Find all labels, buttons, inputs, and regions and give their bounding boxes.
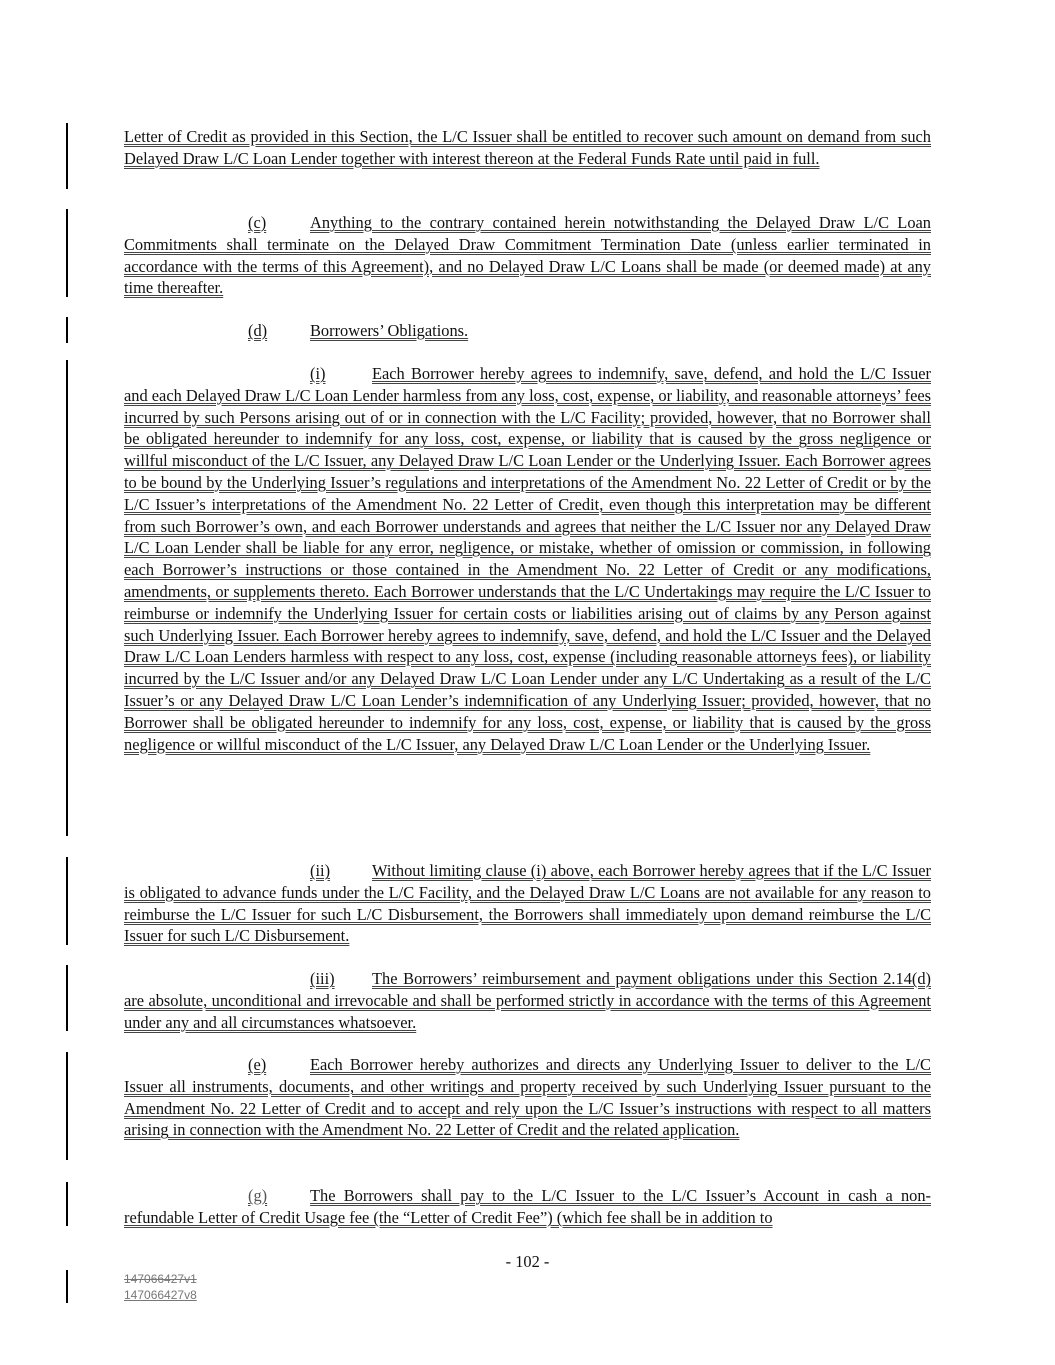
paragraph-d-i	[124, 363, 931, 755]
paragraph-text: The Borrowers shall pay to the L/C Issuer to the L/C Issuer’s Account in cash a non-refundable Letter of Credit Usage fee (the “Letter of Credit Fee”) (which fee shall be in addition to	[124, 1186, 931, 1227]
change-bar	[66, 317, 68, 343]
doc-id-inserted: 147066427v8	[124, 1288, 197, 1302]
paragraph-text: Each Borrower hereby agrees to indemnify, save, defend, and hold the L/C Issuer and each Delayed Draw L/C Loan Lender harmless from any loss, cost, expense, or liability, and reasonable attorneys’ fees incurred by such Persons arising out of or in connection with the L/C Facility; provided, however, that no Borrower shall be obligated hereunder to indemnify for any loss, cost, expense, or liability that is caused by the gross negligence or willful misconduct of the L/C Issuer, any Delayed Draw L/C Loan Lender or the Underlying Issuer. Each Borrower agrees to be bound by the Underlying Issuer’s regulations and interpretations of the Amendment No. 22 Letter of Credit or by the L/C Issuer’s interpretations of the Amendment No. 22 Letter of Credit, even though this interpretation may be different from such Borrower’s own, and each Borrower understands and agrees that neither the L/C Issuer nor any Delayed Draw L/C Loan Lender shall be liable for any error, negligence, or mistake, whether of omission or commission, in following each Borrower’s instructions or those contained in the Amendment No. 22 Letter of Credit or any modifications, amendments, or supplements thereto. Each Borrower understands that the L/C Undertakings may require the L/C Issuer to reimburse or indemnify the Underlying Issuer for certain costs or liabilities arising out of claims by any Person against such Underlying Issuer. Each Borrower hereby agrees to indemnify, save, defend, and hold the L/C Issuer and the Delayed Draw L/C Loan Lenders harmless with respect to any loss, cost, expense (including reasonable attorneys fees), or liability incurred by the L/C Issuer and/or any Delayed Draw L/C Loan Lender under any L/C Undertaking as a result of the L/C Issuer’s or any Delayed Draw L/C Loan Lender’s indemnification of any Underlying Issuer; provided, however, that no Borrower shall be obligated hereunder to indemnify for any loss, cost, expense, or liability that is caused by the gross negligence or willful misconduct of the L/C Issuer, any Delayed Draw L/C Loan Lender or the Underlying Issuer.	[124, 364, 931, 754]
paragraph-text: The Borrowers’ reimbursement and payment obligations under this Section 2.14(d) are absolute, unconditional and irrevocable and shall be performed strictly in accordance with the terms of this Agreement under any and all circumstances whatsoever.	[124, 969, 931, 1032]
paragraph-e	[124, 1054, 931, 1141]
paragraph-text: Anything to the contrary contained herein notwithstanding the Delayed Draw L/C Loan Commitments shall terminate on the Delayed Draw Commitment Termination Date (unless earlier terminated in accordance with the terms of this Agreement), and no Delayed Draw L/C Loans shall be made (or deemed made) at any time thereafter.	[124, 213, 931, 298]
clause-label: (ii)	[310, 861, 331, 880]
paragraph-g	[124, 1185, 931, 1229]
clause-label: (e)	[248, 1055, 267, 1074]
page-number: - 102 -	[505, 1252, 550, 1271]
change-bar	[66, 1182, 68, 1226]
change-bar	[66, 209, 68, 297]
paragraph-text: Each Borrower hereby authorizes and directs any Underlying Issuer to deliver to the L/C Issuer all instruments, documents, and other writings and property received by such Underlying Issuer pursuant to the Amendment No. 22 Letter of Credit and to accept and rely upon the L/C Issuer’s instructions with respect to all matters arising in connection with the Amendment No. 22 Letter of Credit and the related application.	[124, 1055, 931, 1140]
paragraph-continuation	[124, 126, 931, 170]
section-heading: Borrowers’ Obligations.	[310, 321, 469, 340]
clause-label: (g)	[248, 1186, 268, 1205]
change-bar	[66, 857, 68, 945]
clause-label: (i)	[310, 364, 326, 383]
clause-label: (c)	[248, 213, 267, 232]
paragraph-d-iii	[124, 968, 931, 1033]
paragraph-d	[124, 320, 931, 342]
paragraph-d-ii	[124, 860, 931, 947]
change-bar	[66, 1270, 68, 1303]
paragraph-text: Letter of Credit as provided in this Section, the L/C Issuer shall be entitled to recover such amount on demand from such Delayed Draw L/C Loan Lender together with interest thereon at the Federal Funds Rate until paid in full.	[124, 127, 931, 168]
change-bar	[66, 360, 68, 836]
change-bar	[66, 1052, 68, 1160]
clause-label: (d)	[248, 321, 268, 340]
clause-label: (iii)	[310, 969, 335, 988]
paragraph-c	[124, 212, 931, 299]
change-bar	[66, 965, 68, 1031]
paragraph-text: Without limiting clause (i) above, each Borrower hereby agrees that if the L/C Issuer is obligated to advance funds under the L/C Facility, and the Delayed Draw L/C Loans are not available for any reason to reimburse the L/C Issuer for such L/C Disbursement, the Borrowers shall immediately upon demand reimburse the L/C Issuer for such L/C Disbursement.	[124, 861, 931, 946]
change-bar	[66, 123, 68, 189]
doc-id-deleted: 147066427v1	[124, 1272, 197, 1286]
